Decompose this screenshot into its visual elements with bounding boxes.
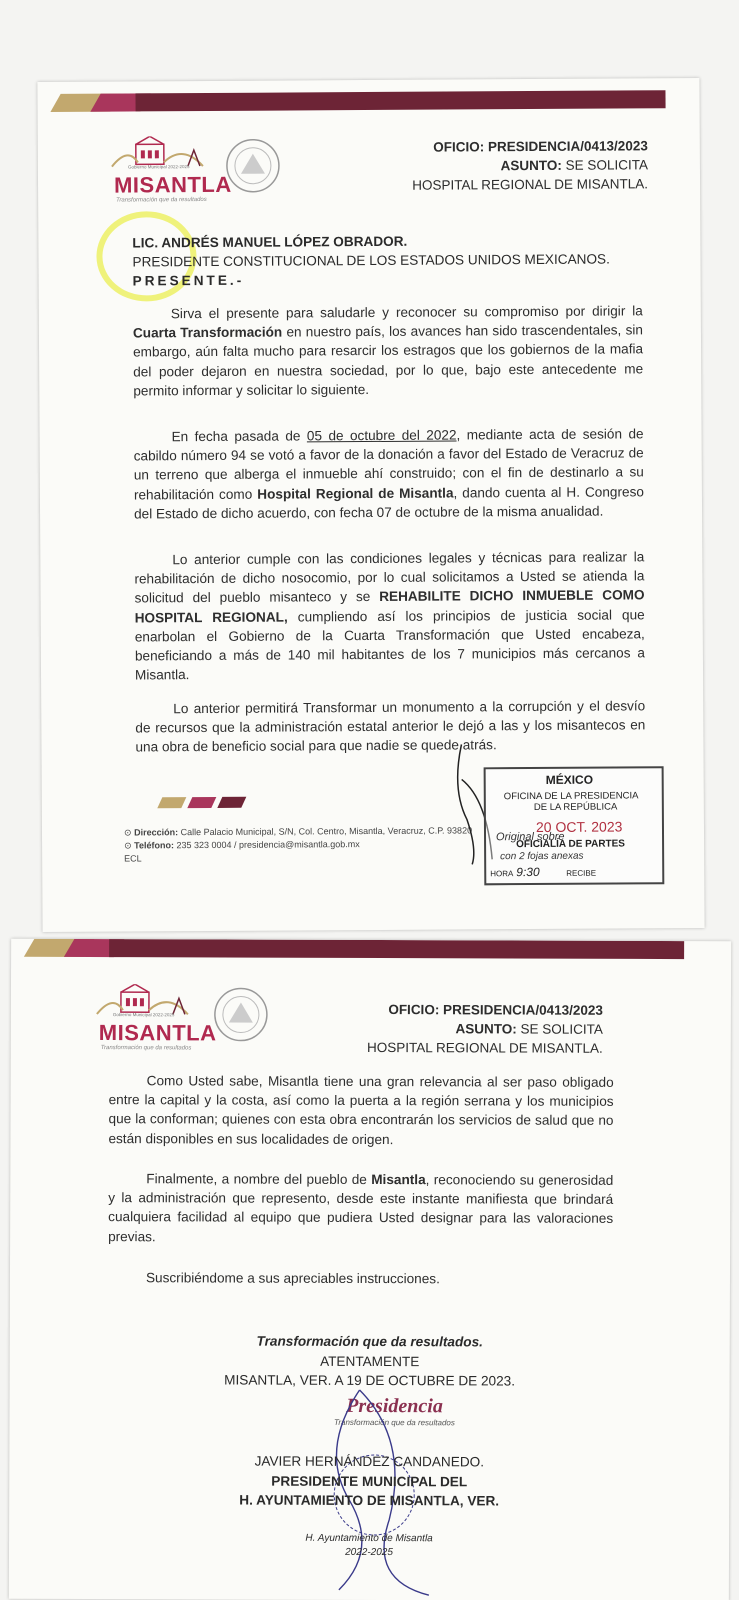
asunto-label: ASUNTO: <box>455 1021 517 1037</box>
letter-header <box>412 136 648 194</box>
paragraph-generosity <box>108 1169 613 1248</box>
letter-page-1 <box>37 78 704 932</box>
logo-small-text: Gobierno Municipal 2022-2025 <box>127 164 190 170</box>
mexico-seal-icon <box>223 136 283 198</box>
text-run: , mediante acta de sesión de cabildo número 94 se votó a favor de la donación a favor del Estado de Veracruz de un terreno que alberga el inmueble ahí construido; con el fin de destinarlo a su rehabilitación como <box>133 426 644 503</box>
oficio-number: OFICIO: PRESIDENCIA/0413/2023 <box>433 138 648 155</box>
stamp-oficialia: OFICIALÍA DE PARTES <box>516 838 626 851</box>
oficio-number: OFICIO: PRESIDENCIA/0413/2023 <box>388 1002 603 1018</box>
paragraph-intro <box>133 301 644 400</box>
text-run: cumpliendo así los principios de justicia social que enarbolan el Gobierno de la Cuarta Transformación que Usted encabeza, beneficiando a más de 140 mil habitantes de los 7 municipios más cercanos a Misantla. <box>134 606 645 683</box>
misantla-logo <box>93 984 217 1059</box>
telefono-label: Teléfono: <box>134 840 174 851</box>
direccion-label: Dirección: <box>134 827 179 838</box>
bold-phrase: REHABILITE DICHO INMUEBLE COMO HOSPITAL REGIONAL, <box>134 587 645 626</box>
signatory-title-1: PRESIDENTE MUNICIPAL DEL <box>271 1473 468 1489</box>
addressee-name: LIC. ANDRÉS MANUEL LÓPEZ OBRADOR. <box>132 233 408 251</box>
text-run: en nuestro país, los avances han sido trascendentales, sin embargo, aún falta mucho para resarcir los estragos que los gobiernos de la mafia del poder dejaron en nuestra sociedad, por lo que, bajo este antecedente me permito informar y solicitar lo siguiente. <box>133 322 644 399</box>
addressee-block <box>132 231 610 291</box>
footer-color-bars <box>160 797 244 809</box>
logo-wordmark: MISANTLA <box>98 1020 217 1046</box>
ayuntamiento-name: H. Ayuntamiento de Misantla <box>305 1532 433 1545</box>
closing-place-date: MISANTLA, VER. A 19 DE OCTUBRE DE 2023. <box>224 1372 516 1389</box>
asunto-line2: HOSPITAL REGIONAL DE MISANTLA. <box>412 176 649 193</box>
text-run: , reconociendo su generosidad y la administración que represento, desde este instante manifiesta que brindará cualquiera facilidad al equipo que pudiera Usted designar para las valoraciones previas. <box>108 1172 614 1244</box>
misantla-logo <box>108 136 232 212</box>
seal-tag: Transformación que da resultados <box>334 1417 455 1428</box>
stamp-handwritten-2: con 2 fojas anexas <box>500 850 584 863</box>
text-run: Suscribiéndome a sus apreciables instrucciones. <box>145 1270 440 1287</box>
mexico-seal-icon <box>211 984 271 1046</box>
stamp-recibe-label: RECIBE <box>566 868 597 878</box>
signatory-block <box>9 1451 729 1512</box>
text-run: Como Usted sabe, Misantla tiene una gran relevancia al ser paso obligado entre la capital y la costa, así como la puerta a la región serrana y los municipios que la conforman; quienes con esta obra encontrarán los servicios de salud que no están disponibles en sus localidades de origen. <box>108 1073 614 1147</box>
stamp-country: MÉXICO <box>545 772 594 787</box>
signatory-title-2: H. AYUNTAMIENTO DE MISANTLA, VER. <box>239 1492 500 1509</box>
logo-tagline: Transformación que da resultados <box>116 196 207 204</box>
telefono-value: 235 323 0004 / presidencia@misantla.gob.mx <box>176 839 360 851</box>
ayuntamiento-footer <box>9 1531 729 1562</box>
stamp-handwritten-1: Original sobre <box>495 830 565 844</box>
paragraph-donation <box>134 424 645 523</box>
closing-slogan: Transformación que da resultados. <box>256 1333 483 1350</box>
header-color-band <box>29 939 684 959</box>
asunto-line2: HOSPITAL REGIONAL DE MISANTLA. <box>366 1039 603 1056</box>
paragraph-request <box>134 547 645 685</box>
text-run: Sirva el presente para saludarle y reconocer su compromiso por dirigir la <box>170 303 643 322</box>
text-run: Lo anterior permitirá Transformar un monumento a la corrupción y el desvío de recursos que la administración estatal anterior le dejó a las y los misantecos en una obra de beneficio social para que nadie se quede atrás. <box>135 698 646 755</box>
initials: ECL <box>124 853 142 864</box>
asunto-value: SE SOLICITA <box>565 157 648 173</box>
logo-wordmark: MISANTLA <box>113 171 232 198</box>
bold-phrase: Misantla <box>371 1172 426 1188</box>
text-run: Finalmente, a nombre del pueblo de <box>146 1171 372 1188</box>
stamp-hora-label: HORA <box>490 869 514 879</box>
signatory-name: JAVIER HERNÁNDEZ CANDANEDO. <box>254 1453 485 1470</box>
direccion-value: Calle Palacio Municipal, S/N, Col. Centro, Misantla, Veracruz, C.P. 93820 <box>180 825 473 838</box>
underlined-phrase: 05 de octubre del 2022 <box>306 427 457 444</box>
paragraph-sign-off <box>108 1268 613 1289</box>
closing-atentamente: ATENTAMENTE <box>320 1353 420 1369</box>
letter-header <box>367 1000 603 1058</box>
asunto-value: SE SOLICITA <box>520 1021 603 1037</box>
asunto-label: ASUNTO: <box>500 157 562 174</box>
addressee-title: PRESIDENTE CONSTITUCIONAL DE LOS ESTADOS UNIDOS MEXICANOS. <box>132 251 610 270</box>
header-color-band <box>55 90 665 112</box>
logo-small-text: Gobierno Municipal 2022-2025 <box>112 1012 175 1018</box>
addressee-presente: PRESENTE.- <box>132 272 245 289</box>
stamp-date: 20 OCT. 2023 <box>535 818 623 835</box>
stamp-office1: OFICINA DE LA PRESIDENCIA <box>503 790 639 803</box>
text-run: , dando cuenta al H. Congreso del Estado de dicho acuerdo, con fecha 07 de octubre de la misma anualidad. <box>134 483 644 522</box>
text-run: En fecha pasada de <box>171 428 307 445</box>
phone-icon: ⊙ <box>124 840 132 851</box>
letter-page-2 <box>9 939 731 1600</box>
stamp-hora: 9:30 <box>516 864 540 880</box>
bold-phrase: Cuarta Transformación <box>132 324 283 341</box>
footer-contact <box>124 824 472 865</box>
seal-word: Presidencia <box>346 1394 443 1418</box>
ayuntamiento-period: 2022-2025 <box>345 1546 393 1559</box>
bold-phrase: Hospital Regional de Misantla <box>257 485 454 502</box>
text-run: Lo anterior cumple con las condiciones legales y técnicas para realizar la rehabilitación de dicho nosocomio, por lo cual solicitamos a Usted se atienda la solicitud del pueblo misanteco y se <box>134 549 645 606</box>
reception-stamp <box>484 766 665 885</box>
logo-tagline: Transformación que da resultados <box>100 1045 192 1052</box>
paragraph-closing <box>135 696 645 757</box>
stamp-office2: DE LA REPÚBLICA <box>533 801 618 814</box>
location-icon: ⊙ <box>123 827 132 838</box>
paragraph-relevance <box>108 1071 613 1150</box>
